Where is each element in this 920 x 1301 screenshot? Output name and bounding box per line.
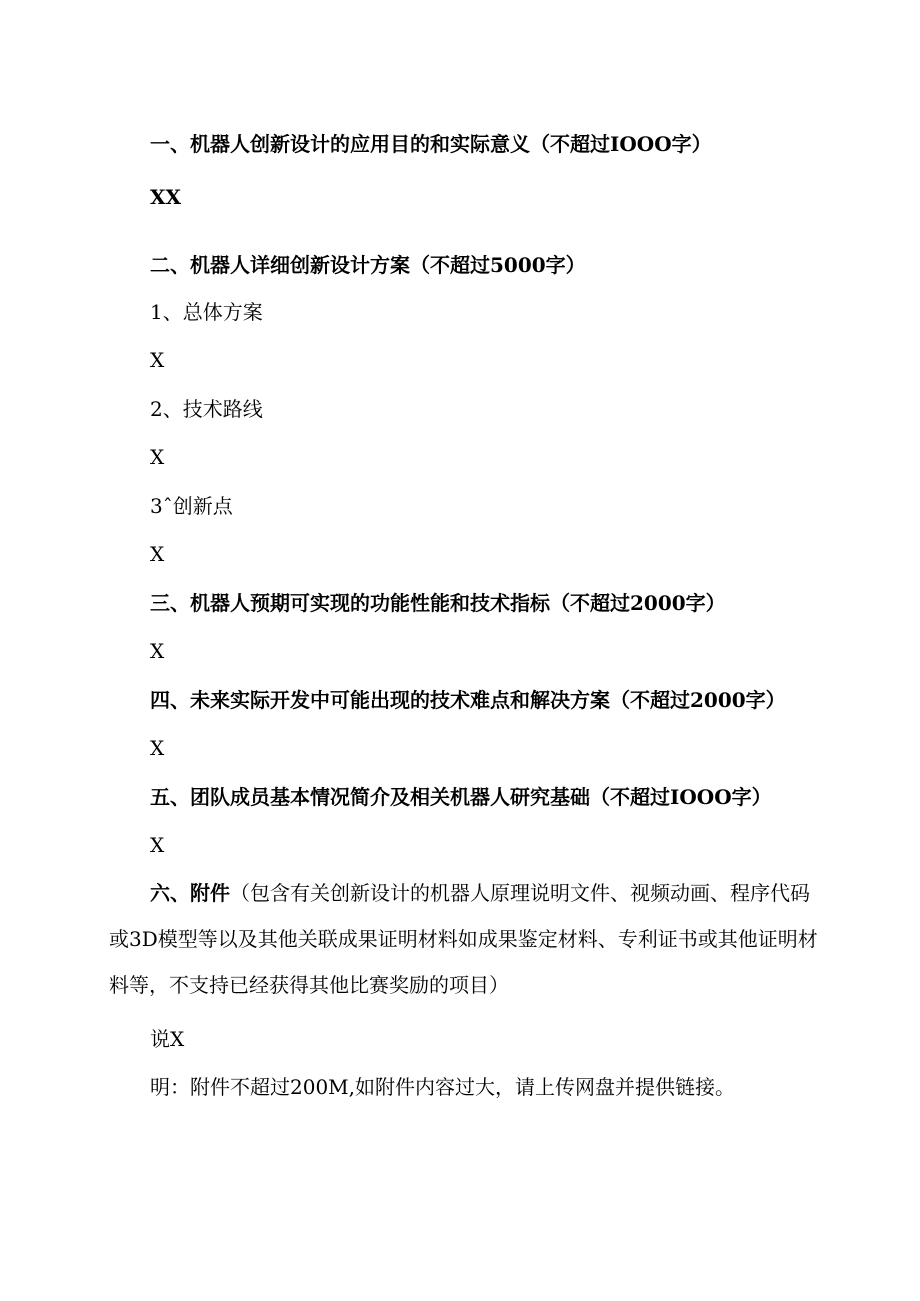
section-3-heading: 三、机器人预期可实现的功能性能和技术指标（不超过2000字） bbox=[150, 591, 726, 615]
section-2-heading: 二、机器人详细创新设计方案（不超过5000字） bbox=[150, 253, 586, 277]
section-2-item-2: 2、技术路线 bbox=[150, 397, 263, 421]
section-5-body: X bbox=[150, 833, 165, 857]
section-2-item-1-body: X bbox=[150, 348, 165, 372]
section-6-description: （包含有关创新设计的机器人原理说明文件、视频动画、程序代码或3D模型等以及其他关联成果证明材料如成果鉴定材料、专利证书或其他证明材料等，不支持已经获得其他比赛奖励的项目） bbox=[109, 881, 818, 997]
section-2-item-2-body: X bbox=[150, 445, 165, 469]
section-6-heading: 六、附件 bbox=[150, 881, 230, 905]
section-1-body: XX bbox=[150, 185, 182, 209]
section-1-heading: 一、机器人创新设计的应用目的和实际意义（不超过IOOO字） bbox=[150, 132, 712, 156]
note-line-1: 说X bbox=[150, 1027, 185, 1051]
section-3-body: X bbox=[150, 639, 165, 663]
section-4-heading: 四、未来实际开发中可能出现的技术难点和解决方案（不超过2000字） bbox=[150, 688, 786, 712]
note-line-2: 明：附件不超过200M,如附件内容过大，请上传网盘并提供链接。 bbox=[150, 1075, 736, 1099]
section-4-body: X bbox=[150, 736, 165, 760]
section-2-item-3-body: X bbox=[150, 542, 165, 566]
section-2-item-1: 1、总体方案 bbox=[150, 300, 263, 324]
section-6-paragraph bbox=[109, 870, 829, 1008]
section-2-item-3: 3ˆ创新点 bbox=[150, 494, 233, 518]
section-5-heading: 五、团队成员基本情况简介及相关机器人研究基础（不超过IOOO字） bbox=[150, 785, 772, 809]
